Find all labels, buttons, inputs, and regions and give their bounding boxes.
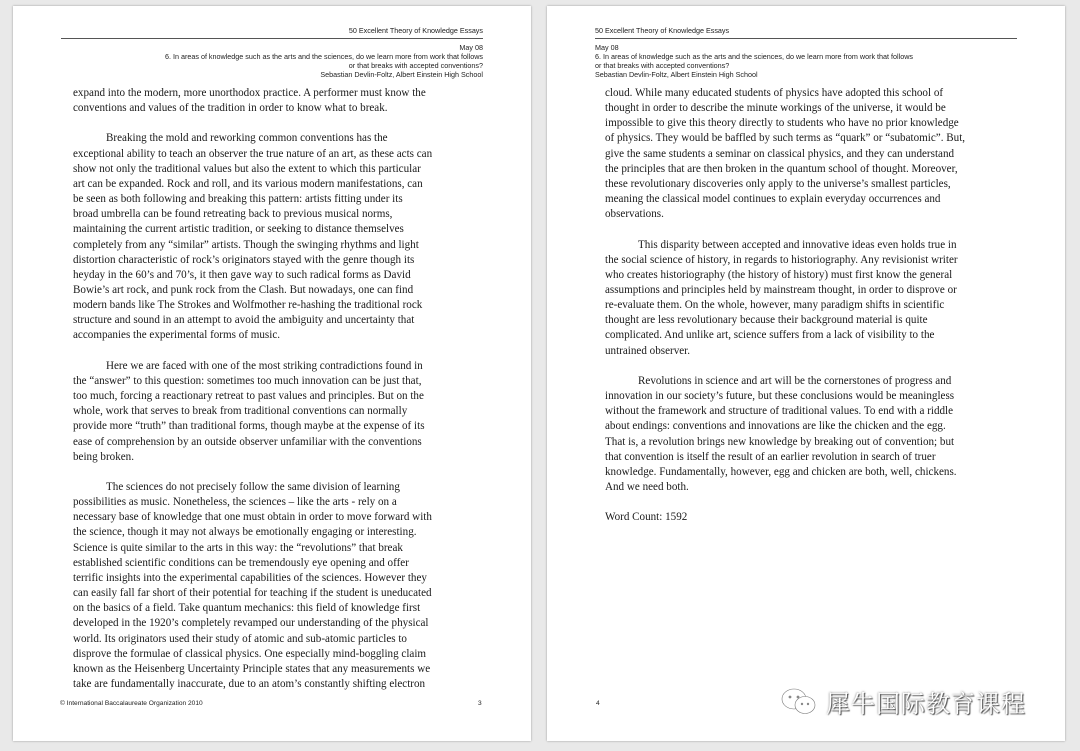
text-line: cloud. While many educated students of physics have adopted this school of	[605, 87, 944, 99]
essay-paragraph	[605, 86, 1015, 222]
text-line: art can be expanded. Rock and roll, and its various modern manifestations, can	[73, 177, 423, 190]
text-line: provide more “truth” than traditional forms, though maybe at the expense of its	[73, 420, 425, 433]
text-line: complicated. And unlike art, science suffers from a lack of visibility to the	[605, 329, 935, 342]
essay-paragraph	[73, 480, 483, 692]
essay-paragraph	[73, 86, 483, 116]
text-line: Bowie’s art rock, and punk rock from the Clash. But nowadays, one can find	[73, 284, 414, 297]
text-line: on the basics of a field. Take quantum mechanics: this field of knowledge first	[73, 602, 421, 615]
watermark	[780, 684, 1026, 719]
text-line: about endings: conventions and innovations are like the chicken and the egg.	[605, 420, 946, 433]
essay-question-line: or that breaks with accepted conventions?	[595, 61, 730, 70]
text-line: assumptions and principles held by mainstream thought, in order to disprove or	[605, 284, 957, 297]
text-line: untrained observer.	[605, 344, 691, 357]
text-line: be seen as both following and breaking this pattern: artists fitting under its	[73, 193, 403, 206]
text-line: without the framework and structure of traditional values. To end with a riddle	[605, 405, 954, 418]
text-line: the “answer” to this question: sometimes too much innovation can be just that,	[73, 374, 422, 387]
header-date: May 08	[459, 43, 483, 52]
text-line: The sciences do not precisely follow the same division of learning	[106, 481, 400, 494]
text-line: accompanies the experimental forms of music.	[73, 329, 281, 342]
text-line: who creates historiography (the history of history) must first know the general	[605, 268, 953, 281]
text-line: distortion characteristic of rock’s originators stayed with the genre though its	[73, 253, 415, 266]
text-line: Science is quite similar to the arts in this way: the “revolutions” that break	[73, 541, 403, 554]
text-line: can easily fall far short of their potential for teaching if the student is uneducated	[73, 587, 432, 600]
text-line: structure and sound in an attempt to avoid the ambiguity and uncertainty that	[73, 314, 415, 327]
text-line: of physics. They would be baffled by such terms as “quark” or “subatomic”. But,	[605, 132, 966, 145]
text-line: being broken.	[73, 450, 134, 463]
text-line: thought in order to describe the minute workings of the universe, it would be	[605, 102, 946, 115]
text-line: impossible to give this theory directly to students who have no prior knowledge	[605, 117, 959, 130]
text-line: heyday in the 60’s and 70’s, it then gave way to such radical forms as David	[73, 268, 411, 281]
text-line: thought are less revolutionary because their background material is quite	[605, 314, 928, 327]
text-line: conventions and values of the tradition in order to know what to break.	[73, 102, 388, 115]
text-line: re-evaluate them. On the whole, however, many paradigm shifts in scientific	[605, 299, 945, 312]
text-line: developed in the 1920’s completely revamped our understanding of the physical	[73, 617, 429, 630]
text-line: disprove the formulae of classical physics. One especially mind-boggling claim	[73, 647, 427, 660]
text-line: Breaking the mold and reworking common conventions has the	[106, 132, 388, 145]
text-line: completely from any “similar” artists. Though the swinging rhythms and light	[73, 238, 419, 251]
text-line: terrific insights into the experimental capabilities of the sciences. However they	[73, 571, 427, 584]
essay-author: Sebastian Devlin-Foltz, Albert Einstein High School	[595, 70, 758, 79]
text-line: show not only the traditional values but also the extent to which this particular	[73, 162, 421, 175]
collection-title: 50 Excellent Theory of Knowledge Essays	[348, 26, 483, 35]
page-number: 4	[596, 700, 600, 707]
text-line: world. Its originators used their study of atomic and sub-atomic particles to	[73, 632, 407, 645]
essay-paragraph	[73, 359, 483, 465]
essay-paragraph	[605, 238, 1015, 359]
footer-copyright: © International Baccalaureate Organization 2010	[60, 700, 203, 707]
text-line: Here we are faced with one of the most striking contradictions found in	[106, 359, 423, 372]
collection-title: 50 Excellent Theory of Knowledge Essays	[595, 26, 730, 35]
header-divider	[61, 38, 483, 39]
document-page-3	[13, 6, 531, 741]
text-line: known as the Heisenberg Uncertainty Principle states that any measurements we	[73, 662, 431, 675]
text-line: the principles that are then broken in the quantum school of thought. Moreover,	[605, 162, 958, 175]
word-count	[605, 510, 1015, 525]
watermark-text: 犀牛国际教育课程	[826, 690, 1026, 718]
text-line: possibilities as music. Nonetheless, the sciences – like the arts - rely on a	[73, 496, 397, 509]
text-line: meaning the classical model continues to explain everyday occurrences and	[605, 193, 941, 206]
text-line: Word Count: 1592	[605, 511, 688, 524]
header-date: May 08	[595, 43, 619, 52]
text-line: established scientific conditions can be tremendously eye opening and offer	[73, 556, 409, 569]
text-line: broad umbrella can be found retreating back to previous musical norms,	[73, 208, 393, 221]
text-line: necessary base of knowledge that one must obtain in order to move forward with	[73, 511, 432, 524]
text-line: too much, forcing a reactionary retreat to past values and principles. But on the	[73, 390, 424, 403]
text-line: exceptional ability to teach an observer the true nature of an art, as these acts can	[73, 147, 433, 160]
text-line: This disparity between accepted and innovative ideas even holds true in	[638, 238, 957, 251]
text-line: expand into the modern, more unorthodox practice. A performer must know the	[73, 87, 426, 99]
page-header	[61, 26, 483, 79]
essay-author: Sebastian Devlin-Foltz, Albert Einstein High School	[320, 70, 483, 79]
text-line: Revolutions in science and art will be the cornerstones of progress and	[638, 374, 952, 387]
essay-paragraph	[73, 131, 483, 343]
essay-question-line: or that breaks with accepted conventions?	[348, 61, 483, 70]
text-line: whole, work that serves to break from traditional conventions can normally	[73, 405, 408, 418]
text-line: take are fundamentally inaccurate, due to an atom’s constantly shifting electron	[73, 678, 426, 691]
document-page-4	[547, 6, 1065, 741]
text-line: And we need both.	[605, 481, 689, 494]
text-line: maintaining the current artistic tradition, or seeking to distance themselves	[73, 223, 404, 236]
header-divider	[595, 38, 1017, 39]
text-line: modern bands like The Strokes and Wolfmother re-hashing the traditional rock	[73, 299, 423, 312]
page-header	[595, 26, 1017, 79]
essay-body	[73, 86, 483, 707]
text-line: the social science of history, in regards to historiography. Any revisionist writer	[605, 253, 958, 266]
text-line: the science, though it may not always be emotionally engaging or interesting.	[73, 526, 417, 539]
text-line: knowledge. Fundamentally, however, egg and chicken are both, well, chickens.	[605, 465, 957, 478]
essay-question-line: 6. In areas of knowledge such as the arts and the sciences, do we learn more from work that follows	[164, 52, 483, 61]
essay-question-line: 6. In areas of knowledge such as the arts and the sciences, do we learn more from work that follows	[595, 52, 914, 61]
text-line: these revolutionary discoveries only apply to the universe’s smallest particles,	[605, 177, 951, 190]
wechat-icon	[780, 687, 818, 717]
text-line: observations.	[605, 208, 664, 221]
text-line: that convention is itself the result of an earlier revolution in search of truer	[605, 450, 936, 463]
text-line: give the same students a seminar on classical physics, and they can understand	[605, 147, 955, 160]
page-number: 3	[478, 700, 482, 707]
text-line: ease of comprehension by an outside observer unfamiliar with the conventions	[73, 435, 422, 448]
essay-body	[605, 86, 1015, 541]
text-line: innovation in our society’s future, but these conclusions would be meaningless	[605, 390, 955, 403]
essay-paragraph	[605, 374, 1015, 495]
text-line: That is, a revolution brings new knowledge by breaking out of convention; but	[605, 435, 955, 448]
